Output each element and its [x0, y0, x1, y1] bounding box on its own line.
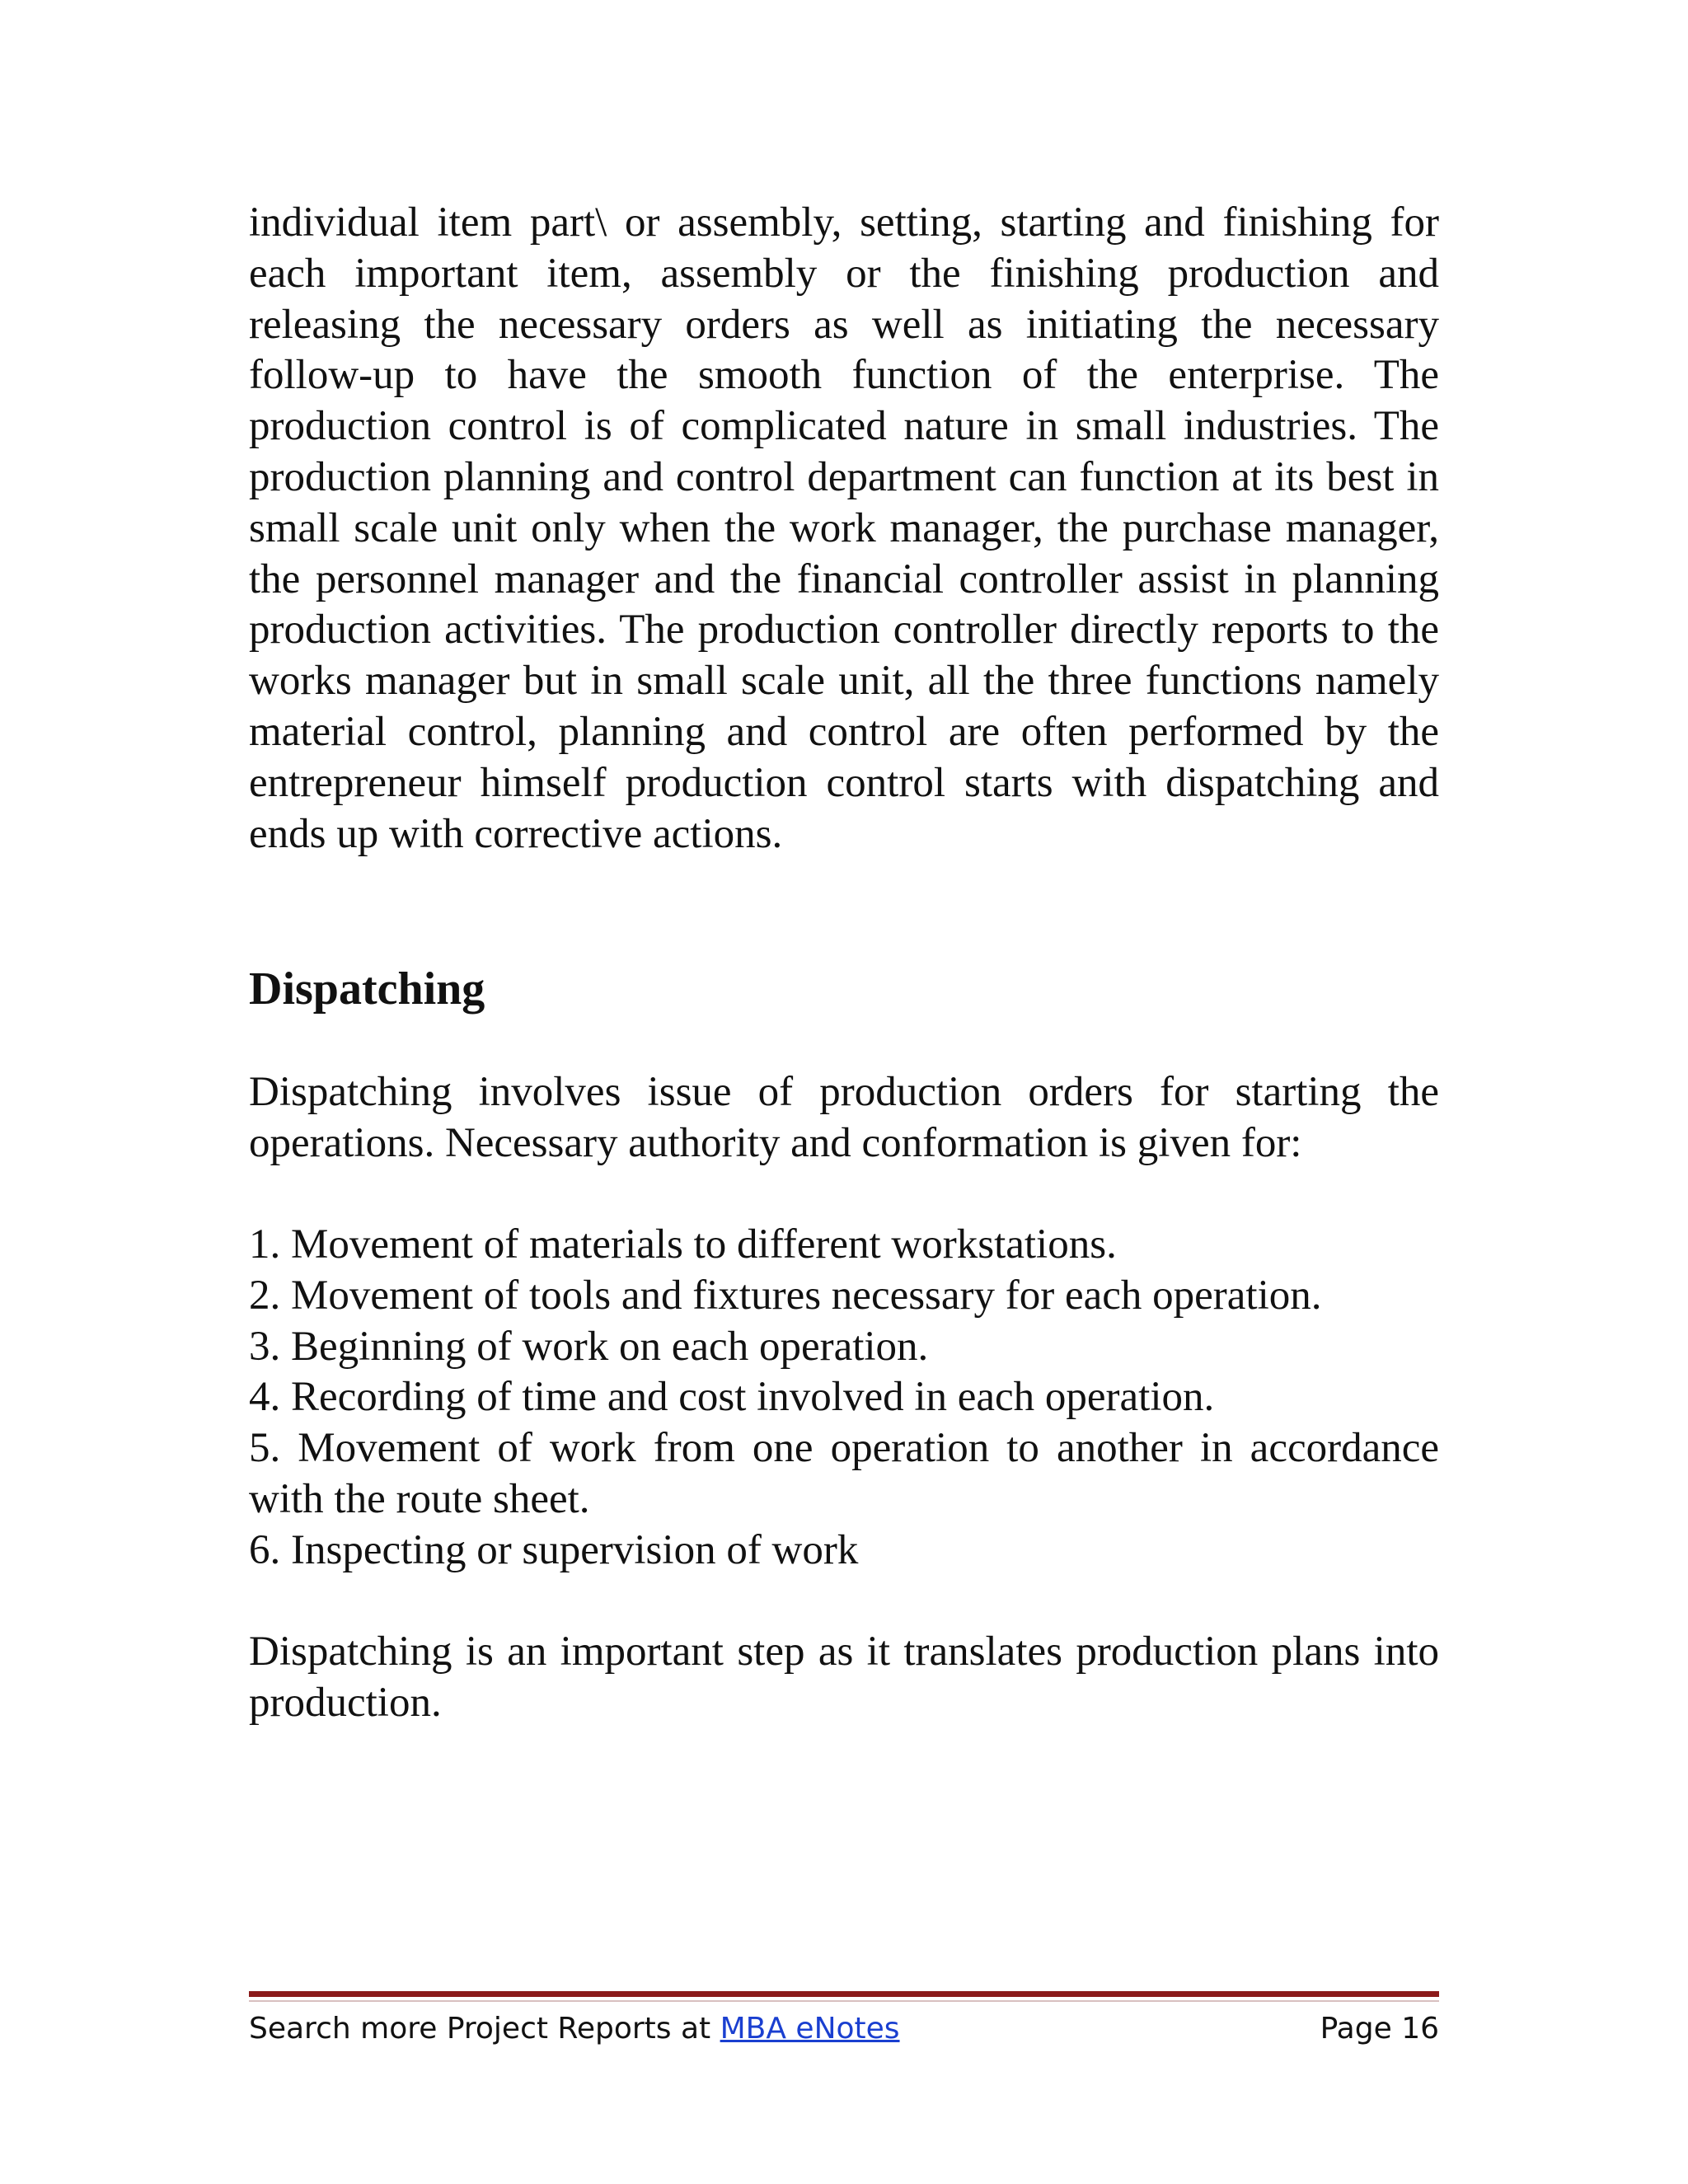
dispatch-list — [249, 1220, 1439, 1577]
section-intro-block — [249, 1067, 1439, 1169]
list-item: 1. Movement of materials to different workstations. — [249, 1221, 1117, 1268]
footer-divider — [249, 1991, 1439, 1997]
list-item: 4. Recording of time and cost involved in each operation. — [249, 1374, 1215, 1421]
closing-block — [249, 1627, 1439, 1729]
footer-prefix-text: Search more Project Reports at — [249, 2012, 720, 2046]
page-number: Page 16 — [1320, 2012, 1439, 2046]
dispatch-list-block — [249, 1220, 1439, 1577]
footer-divider-thin — [249, 2000, 1439, 2002]
list-item: 2. Movement of tools and fixtures necessary for each operation. — [249, 1272, 1322, 1319]
intro-paragraph: individual item part\ or assembly, setting, starting and finishing for each important item, assembly or the finishing production and releasing the necessary orders as well as initiating the necessary follow-up to have the smooth function of the enterprise. The production control is of complicated nature in small industries. The production planning and control department can function at its best in small scale unit only when the work manager, the purchase manager, the personnel manager and the financial controller assist in planning production activities. The production controller directly reports to the works manager but in small scale unit, all the three functions namely material control, planning and control are often performed by the entrepreneur himself production control starts with dispatching and ends up with corrective actions. — [249, 199, 1439, 857]
list-item: 3. Beginning of work on each operation. — [249, 1323, 929, 1370]
list-item: 5. Movement of work from one operation to another in accordance with the route sheet. — [249, 1425, 1439, 1522]
mba-enotes-link[interactable]: MBA eNotes — [720, 2012, 900, 2046]
footer-left — [249, 2004, 900, 2054]
body-text — [249, 198, 1439, 860]
page-footer — [249, 2004, 1439, 2054]
section-intro-paragraph: Dispatching involves issue of production orders for starting the operations. Necessary authority and conformation is given for: — [249, 1069, 1439, 1166]
section-heading: Dispatching — [249, 963, 485, 1015]
list-item: 6. Inspecting or supervision of work — [249, 1526, 859, 1573]
closing-paragraph: Dispatching is an important step as it translates production plans into production. — [249, 1629, 1439, 1726]
